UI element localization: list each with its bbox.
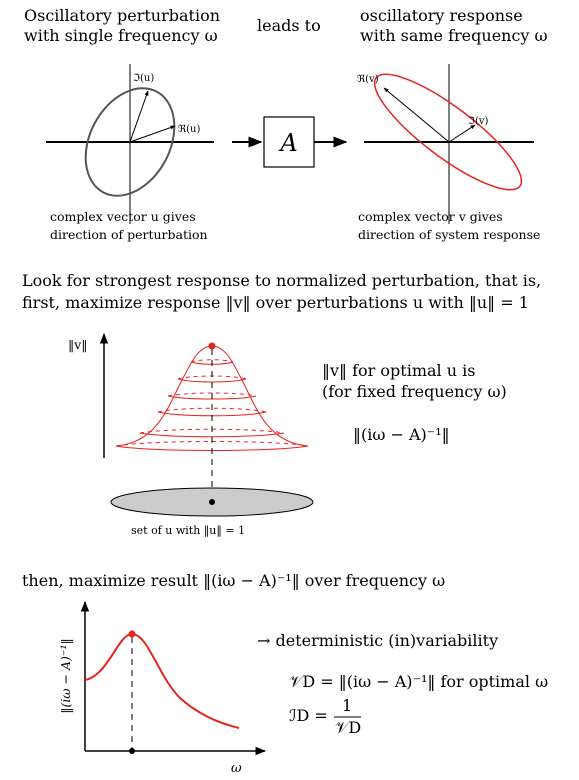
variability-arrow-text: → deterministic (in)variability bbox=[257, 631, 499, 650]
leads-to-label: leads to bbox=[257, 16, 321, 35]
id-denominator: 𝒱D bbox=[335, 718, 362, 737]
perturbation-plot bbox=[46, 64, 214, 224]
operator-block bbox=[232, 117, 346, 167]
curve-peak-dot bbox=[129, 631, 136, 638]
caption-v-line2: direction of system response bbox=[358, 227, 541, 242]
vd-formula: 𝒱D = ‖(iω − A)⁻¹‖ for optimal ω bbox=[289, 672, 549, 691]
optimal-text-line1: ‖v‖ for optimal u is bbox=[322, 361, 476, 380]
resolvent-norm-label: ‖(iω − A)⁻¹‖ bbox=[353, 425, 450, 444]
response-ellipse bbox=[361, 58, 535, 206]
v-imag-vector bbox=[449, 125, 475, 142]
unit-set-caption: set of u with ‖u‖ = 1 bbox=[131, 524, 246, 537]
perturbation-title-line2: with single frequency ω bbox=[24, 26, 218, 45]
id-lhs: ℐD = bbox=[289, 706, 328, 725]
norm-surface-plot bbox=[104, 334, 313, 516]
resolvent-curve bbox=[85, 634, 239, 728]
caption-v-line1: complex vector v gives bbox=[358, 209, 503, 224]
freq-y-label: ‖(iω − A)⁻¹‖ bbox=[58, 638, 73, 714]
operator-label: A bbox=[280, 129, 298, 157]
frequency-plot bbox=[58, 602, 265, 776]
u-real-label: ℜ(u) bbox=[178, 124, 201, 135]
peak-dot bbox=[209, 343, 216, 350]
optimal-omega-dot bbox=[129, 748, 135, 754]
u-real-vector bbox=[130, 126, 175, 142]
optimal-text-line2: (for fixed frequency ω) bbox=[322, 382, 507, 401]
v-imag-label: ℑ(v) bbox=[468, 116, 489, 127]
bottom-intro: then, maximize result ‖(iω − A)⁻¹‖ over frequency ω bbox=[22, 571, 446, 590]
bell-ring-1 bbox=[140, 433, 284, 437]
norm-axis-label: ‖v‖ bbox=[68, 337, 88, 352]
caption-u-line1: complex vector u gives bbox=[50, 209, 196, 224]
perturbation-title-line1: Oscillatory perturbation bbox=[24, 6, 221, 25]
response-title-line1: oscillatory response bbox=[360, 6, 523, 25]
freq-x-label: ω bbox=[231, 761, 242, 776]
response-title-line2: with same frequency ω bbox=[360, 26, 548, 45]
u-imag-label: ℑ(u) bbox=[133, 73, 155, 84]
caption-u-line2: direction of perturbation bbox=[50, 227, 208, 242]
bell-ring-4 bbox=[178, 379, 246, 382]
optimal-u-dot bbox=[209, 499, 215, 505]
u-imag-vector bbox=[130, 91, 148, 142]
response-plot bbox=[357, 58, 535, 224]
v-real-label: ℜ(v) bbox=[357, 74, 379, 85]
id-numerator: 1 bbox=[342, 696, 353, 715]
middle-intro-line1: Look for strongest response to normalized perturbation, that is, bbox=[22, 271, 542, 290]
middle-intro-line2: first, maximize response ‖v‖ over perturbations u with ‖u‖ = 1 bbox=[22, 293, 529, 312]
